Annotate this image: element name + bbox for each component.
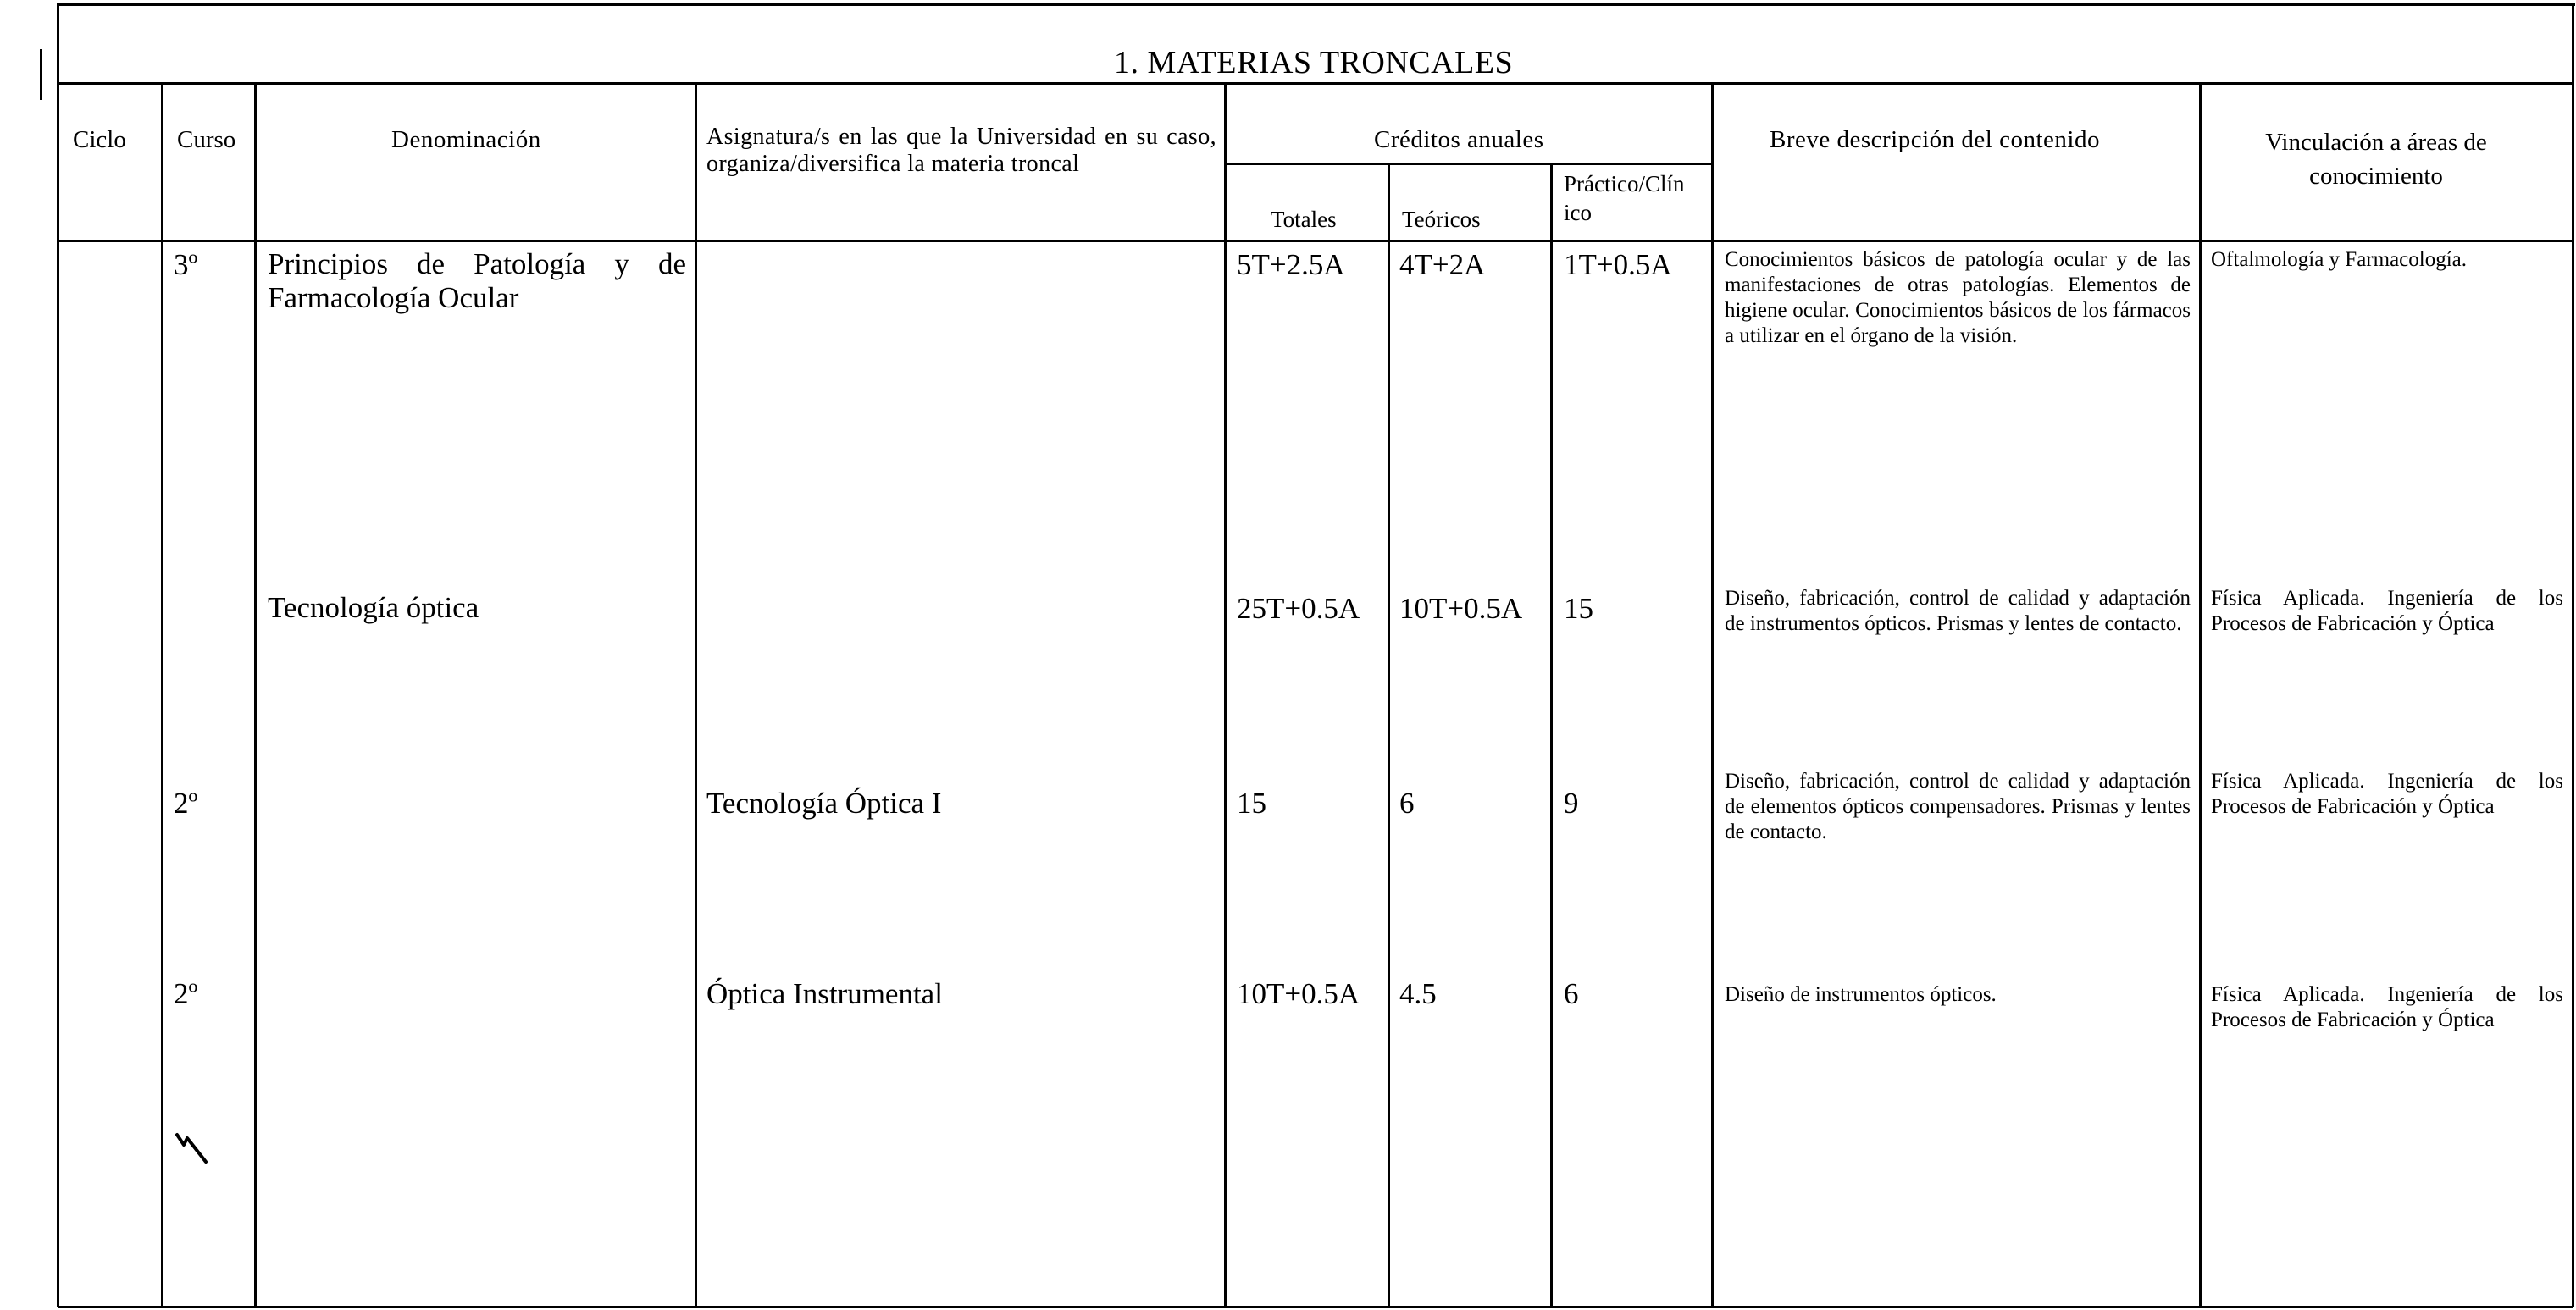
row3-descripcion: Diseño, fabricación, control de calidad y adaptación de elementos ópticos compensadores. Prismas y lentes de contacto.	[1725, 770, 2191, 843]
row4-teoricos: 4.5	[1399, 977, 1437, 1010]
row1-vinculacion: Oftalmología y Farmacología.	[2211, 248, 2468, 271]
row2-descripcion: Diseño, fabricación, control de calidad y adaptación de instrumentos ópticos. Prismas y lentes de contacto.	[1725, 587, 2191, 635]
document-title: 1. MATERIAS TRONCALES	[1114, 45, 1514, 80]
row2-practico: 15	[1564, 592, 1593, 625]
table-border-right	[2572, 3, 2574, 1307]
table-border-top	[58, 3, 2575, 6]
row3-vinculacion: Física Aplicada. Ingeniería de los Procesos de Fabricación y Óptica	[2211, 770, 2563, 818]
header-asignatura: Asignatura/s en las que la Universidad en su caso, organiza/diversifica la materia troncal	[706, 124, 1216, 177]
row1-totales: 5T+2.5A	[1237, 248, 1345, 281]
col-sep-curso	[254, 82, 257, 1307]
header-teoricos: Teóricos	[1402, 207, 1481, 232]
row1-teoricos: 4T+2A	[1399, 248, 1486, 281]
col-sep-totales	[1388, 163, 1390, 1307]
header-denominacion: Denominación	[391, 126, 541, 153]
header-totales: Totales	[1271, 207, 1337, 232]
col-sep-descripcion	[2199, 82, 2202, 1307]
row1-denominacion: Principios de Patología y de Farmacología Ocular	[268, 247, 686, 314]
header-practico: Práctico/Clín ico	[1564, 171, 1685, 225]
header-ciclo: Ciclo	[73, 126, 126, 153]
table-border-left	[57, 3, 59, 1307]
creditos-subheader-divider	[1226, 163, 1712, 165]
row1-practico: 1T+0.5A	[1564, 248, 1672, 281]
header-vinculacion: Vinculación a áreas de conocimiento	[2265, 129, 2487, 190]
row4-curso: 2º	[174, 977, 198, 1010]
checkmark-icon	[174, 1126, 216, 1169]
row4-vinculacion: Física Aplicada. Ingeniería de los Procesos de Fabricación y Óptica	[2211, 983, 2563, 1031]
col-sep-asignatura	[1224, 82, 1227, 1307]
header-descripcion: Breve descripción del contenido	[1770, 126, 2100, 153]
row3-totales: 15	[1237, 787, 1266, 820]
row4-asignatura: Óptica Instrumental	[706, 977, 943, 1010]
row2-denominacion: Tecnología óptica	[268, 591, 479, 624]
header-creditos: Créditos anuales	[1374, 126, 1544, 153]
row1-curso: 3º	[174, 248, 198, 281]
row2-vinculacion: Física Aplicada. Ingeniería de los Procesos de Fabricación y Óptica	[2211, 587, 2563, 635]
table-border-bottom	[58, 1306, 2573, 1308]
margin-mark	[40, 49, 42, 100]
col-sep-denominacion	[695, 82, 697, 1307]
header-curso: Curso	[177, 126, 236, 153]
col-sep-ciclo	[161, 82, 163, 1307]
row3-asignatura: Tecnología Óptica I	[706, 787, 942, 820]
row2-totales: 25T+0.5A	[1237, 592, 1360, 625]
row4-descripcion: Diseño de instrumentos ópticos.	[1725, 983, 1997, 1006]
header-divider	[58, 240, 2573, 242]
col-sep-practico	[1711, 82, 1714, 1307]
row2-teoricos: 10T+0.5A	[1399, 592, 1523, 625]
row1-descripcion: Conocimientos básicos de patología ocular y de las manifestaciones de otras patologías. Elementos de higiene ocular. Conocimientos básicos de los fármacos a utilizar en el órgano de la visión.	[1725, 248, 2191, 347]
row3-curso: 2º	[174, 787, 198, 820]
row4-totales: 10T+0.5A	[1237, 977, 1360, 1010]
row3-teoricos: 6	[1399, 787, 1415, 820]
row3-practico: 9	[1564, 787, 1579, 820]
col-sep-teoricos	[1550, 163, 1553, 1307]
row4-practico: 6	[1564, 977, 1579, 1010]
